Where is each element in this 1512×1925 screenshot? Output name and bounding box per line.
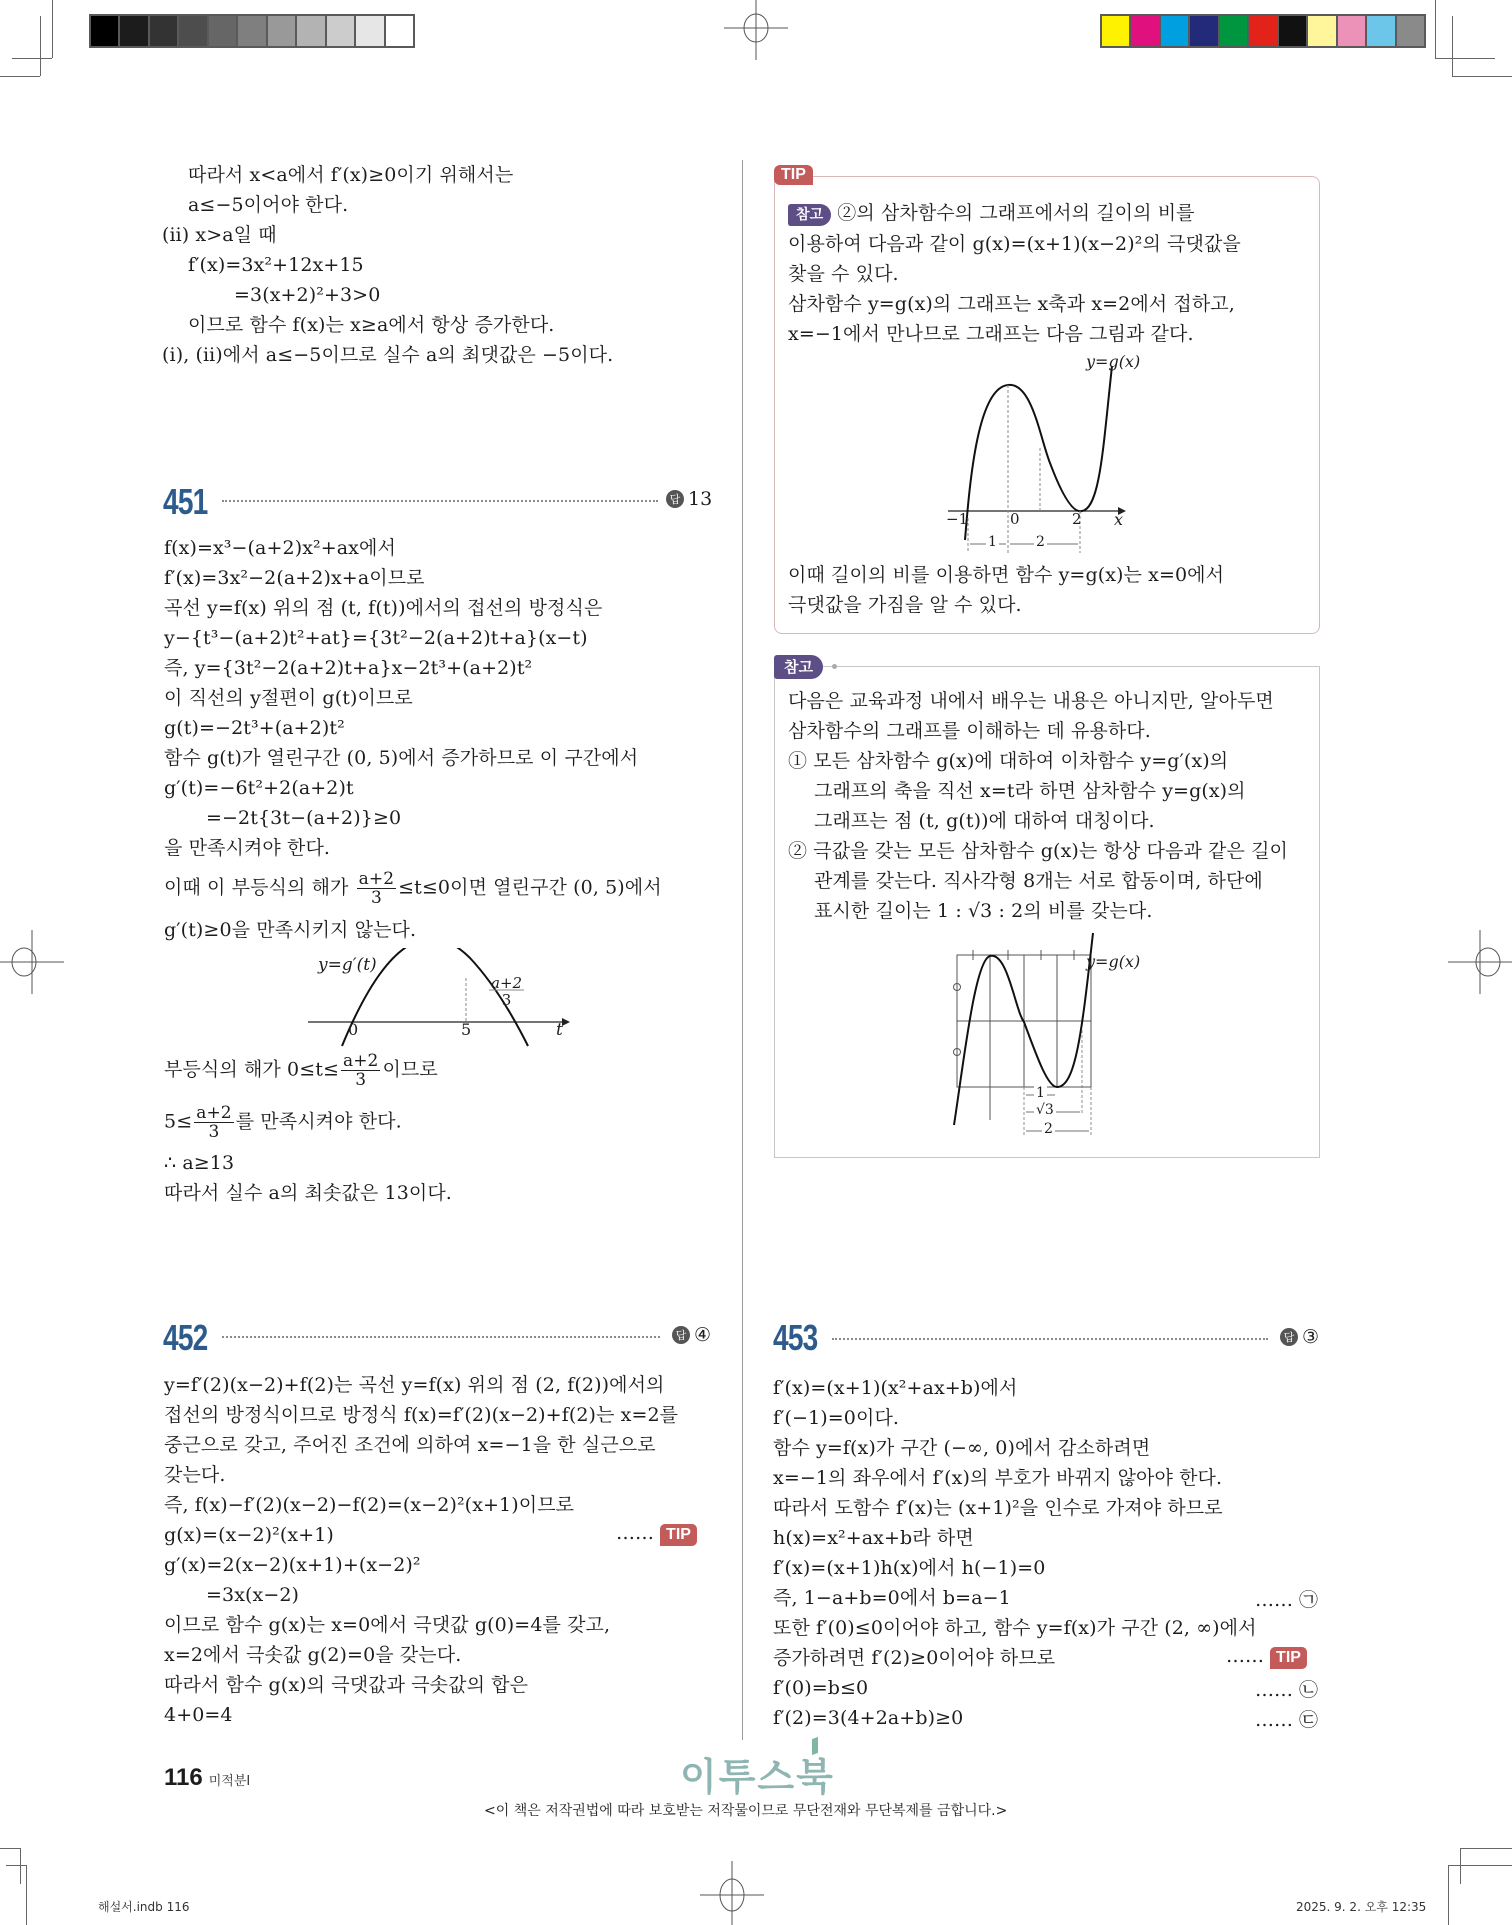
fraction (194, 1104, 234, 1141)
text-line: f′(−1)=0이다. (773, 1407, 900, 1429)
text-line: ∴ a≥13 (164, 1152, 235, 1174)
tip-tab: TIP (774, 165, 813, 185)
graph-curve-label: y=g(x) (1086, 352, 1141, 371)
text-segment: 이때 이 부등식의 해가 (164, 876, 355, 899)
text-line: 을 만족시켜야 한다. (164, 837, 331, 859)
text-line: 삼차함수 y=g(x)의 그래프는 x축과 x=2에서 접하고, (788, 293, 1235, 315)
equation-marker-2: …… ㉡ (1255, 1679, 1319, 1701)
reference-tag: 참고 (788, 204, 831, 226)
text-segment: 부등식의 해가 0≤t≤ (164, 1058, 339, 1081)
color-swatch (1308, 16, 1337, 46)
leader-dots: …… (616, 1522, 654, 1544)
text-line: 곡선 y=f(x) 위의 점 (t, f(t))에서의 접선의 방정식은 (164, 597, 603, 619)
text-line: 그래프의 축을 직선 x=t라 하면 삼차함수 y=g(x)의 (814, 780, 1246, 802)
text-line: 접선의 방정식이므로 방정식 f(x)=f′(2)(x−2)+f(2)는 x=2를 (164, 1404, 679, 1426)
text-line: 따라서 x<a에서 f′(x)≥0이기 위해서는 (188, 164, 514, 186)
graph-axis-label: t (556, 1020, 563, 1040)
reference-tab (774, 655, 829, 679)
text-line: 찾을 수 있다. (788, 263, 899, 285)
reference-tag: 참고 (774, 655, 823, 679)
text-line: 따라서 함수 g(x)의 극댓값과 극솟값의 합은 (164, 1674, 529, 1696)
text-line: g(x)=(x−2)²(x+1) (164, 1524, 334, 1546)
registration-mark-right (1448, 930, 1512, 994)
tip-reference-marker[interactable] (616, 1522, 697, 1546)
text-line: =−2t{3t−(a+2)}≥0 (206, 807, 402, 829)
color-swatch (120, 16, 149, 46)
text-line: 삼차함수의 그래프를 이해하는 데 유용하다. (788, 720, 1151, 742)
problem-number: 452 (163, 1317, 208, 1358)
text-line: 그래프는 점 (t, g(t))에 대하여 대칭이다. (814, 810, 1155, 832)
graph-curve-label: y=g′(t) (318, 955, 377, 975)
text-line: f′(x)=(x+1)(x²+ax+b)에서 (773, 1377, 1018, 1399)
text-line-fraction (164, 1052, 438, 1089)
color-swatch (91, 16, 120, 46)
text-segment: ≤t≤0이면 열린구간 (0, 5)에서 (398, 876, 662, 899)
text-segment: 5≤ (164, 1110, 193, 1133)
color-swatch (386, 16, 413, 46)
text-line: 따라서 도함수 f′(x)는 (x+1)²을 인수로 가져야 하므로 (773, 1497, 1223, 1519)
answer (666, 488, 712, 510)
color-swatch (297, 16, 326, 46)
text-segment: ②의 삼차함수의 그래프에서의 길이의 비를 (837, 202, 1195, 224)
answer-badge-icon: 답 (672, 1326, 690, 1344)
text-line: 즉, y={3t²−2(a+2)t+a}x−2t³+(a+2)t² (164, 657, 533, 679)
color-swatch (356, 16, 385, 46)
graph-span-1: 1 (1036, 1085, 1045, 1101)
leader-dots: …… (1226, 1645, 1264, 1667)
text-line: =3x(x−2) (206, 1584, 300, 1606)
slug-filename: 해설서.indb 116 (98, 1900, 190, 1914)
graph-span-1: 1 (988, 534, 997, 550)
fraction (357, 870, 397, 907)
text-line: (ⅱ) x>a일 때 (162, 224, 277, 246)
text-line: 증가하려면 f′(2)≥0이어야 하므로 (773, 1647, 1056, 1669)
answer-value: ④ (694, 1324, 712, 1346)
answer (1280, 1326, 1319, 1348)
fraction-numerator: a+2 (358, 869, 395, 889)
leader-dots (222, 500, 658, 502)
color-swatch (150, 16, 179, 46)
text-line: 중근으로 갖고, 주어진 조건에 의하여 x=−1을 한 실근으로 (164, 1434, 656, 1456)
color-swatch (1190, 16, 1219, 46)
fraction (341, 1052, 381, 1089)
color-swatch (209, 16, 238, 46)
fraction-denominator: 3 (370, 888, 382, 908)
tip-badge[interactable]: TIP (660, 1524, 697, 1546)
text-line: 관계를 갖는다. 직사각형 8개는 서로 합동이며, 하단에 (814, 870, 1263, 892)
graph-root-fraction (489, 975, 524, 1009)
text-segment: 이므로 (382, 1058, 438, 1081)
color-swatch (1279, 16, 1308, 46)
equation-marker-1: …… ㉠ (1255, 1589, 1319, 1611)
logo-book-icon (812, 1737, 818, 1755)
graph-axis-label: x (1114, 510, 1124, 529)
text-line: 다음은 교육과정 내에서 배우는 내용은 아니지만, 알아두면 (788, 690, 1274, 712)
text-line-fraction (164, 1104, 402, 1141)
text-line: g′(t)≥0을 만족시키지 않는다. (164, 919, 417, 941)
graph-tick-2: 2 (1072, 510, 1082, 528)
text-line: a≤−5이어야 한다. (188, 194, 349, 216)
text-line (788, 198, 1195, 228)
text-line: g′(x)=2(x−2)(x+1)+(x−2)² (164, 1554, 421, 1576)
graph-span-2: 2 (1036, 534, 1045, 550)
text-line: 갖는다. (164, 1464, 226, 1486)
column-divider (742, 160, 743, 1740)
problem-number: 451 (163, 481, 208, 522)
text-line: 함수 g(t)가 열린구간 (0, 5)에서 증가하므로 이 구간에서 (164, 747, 639, 769)
text-line: 또한 f′(0)≤0이어야 하고, 함수 y=f(x)가 구간 (2, ∞)에서 (773, 1617, 1257, 1639)
color-swatch (1131, 16, 1160, 46)
leader-dots (832, 1338, 1268, 1340)
text-line: f′(0)=b≤0 (773, 1677, 869, 1699)
text-segment: 를 만족시켜야 한다. (235, 1110, 402, 1133)
color-swatch (179, 16, 208, 46)
text-line: x=2에서 극솟값 g(2)=0을 갖는다. (164, 1644, 462, 1666)
graph-span-2: 2 (1044, 1121, 1053, 1137)
registration-mark-left (0, 930, 64, 994)
text-line: 즉, 1−a+b=0에서 b=a−1 (773, 1587, 1011, 1609)
fraction-numerator: a+2 (196, 1103, 232, 1123)
page-number: 116 (164, 1764, 203, 1791)
text-line: 함수 y=f(x)가 구간 (−∞, 0)에서 감소하려면 (773, 1437, 1151, 1459)
answer (672, 1324, 711, 1346)
fraction-denominator: 3 (355, 1070, 367, 1090)
text-line: (ⅰ), (ⅱ)에서 a≤−5이므로 실수 a의 최댓값은 −5이다. (162, 344, 614, 366)
answer-value: 13 (688, 488, 713, 510)
text-line: h(x)=x²+ax+b라 하면 (773, 1527, 974, 1549)
graph-curve-label: y=g(x) (1086, 952, 1141, 971)
cubic-grid-graph (930, 930, 1110, 1140)
color-swatch (1161, 16, 1190, 46)
answer-badge-icon: 답 (1280, 1328, 1298, 1346)
text-line: x=−1에서 만나므로 그래프는 다음 그림과 같다. (788, 323, 1194, 345)
registration-mark-top (724, 0, 788, 64)
fraction-denominator: 3 (501, 991, 512, 1009)
color-swatch (1249, 16, 1278, 46)
graph-tick-5: 5 (461, 1020, 472, 1039)
leader-dots (222, 1336, 660, 1338)
graph-tick-0: 0 (348, 1020, 359, 1039)
copyright-notice: <이 책은 저작권법에 따라 보호받는 저작물이므로 무단전재와 무단복제를 금합니다.> (484, 1803, 1008, 1819)
grayscale-swatch-bar (89, 14, 415, 48)
text-line: 4+0=4 (164, 1704, 233, 1726)
answer-badge-icon: 답 (666, 490, 684, 508)
slug-datetime: 2025. 9. 2. 오후 12:35 (1296, 1900, 1427, 1914)
text-line: g(t)=−2t³+(a+2)t² (164, 717, 345, 739)
equation-marker-3: …… ㉢ (1255, 1709, 1319, 1731)
color-swatch (1338, 16, 1367, 46)
text-line: ② 극값을 갖는 모든 삼차함수 g(x)는 항상 다음과 같은 길이 (788, 840, 1288, 862)
text-line: f′(2)=3(4+2a+b)≥0 (773, 1707, 964, 1729)
text-line: 이므로 함수 f(x)는 x≥a에서 항상 증가한다. (188, 314, 555, 336)
color-swatch (268, 16, 297, 46)
text-line: 따라서 실수 a의 최솟값은 13이다. (164, 1182, 452, 1204)
tab-dot (832, 664, 837, 669)
graph-tick-neg1: −1 (946, 510, 969, 528)
answer-value: ③ (1302, 1326, 1320, 1348)
text-line-fraction (164, 870, 662, 907)
color-swatch (327, 16, 356, 46)
color-swatch (238, 16, 267, 46)
text-line: f(x)=x³−(a+2)x²+ax에서 (164, 537, 396, 559)
text-line: =3(x+2)²+3>0 (234, 284, 381, 306)
graph-span-sqrt3: √3 (1036, 1102, 1054, 1118)
color-swatch (1367, 16, 1396, 46)
text-line: ① 모든 삼차함수 g(x)에 대하여 이차함수 y=g′(x)의 (788, 750, 1229, 772)
problem-number: 453 (773, 1317, 818, 1358)
text-line: 이때 길이의 비를 이용하면 함수 y=g(x)는 x=0에서 (788, 564, 1225, 586)
color-swatch-bar (1100, 14, 1426, 48)
color-swatch (1102, 16, 1131, 46)
tip-badge[interactable]: TIP (1270, 1647, 1307, 1669)
fraction-numerator: a+2 (342, 1051, 379, 1071)
text-line: y=f′(2)(x−2)+f(2)는 곡선 y=f(x) 위의 점 (2, f(2))에서의 (164, 1374, 665, 1396)
color-swatch (1397, 16, 1424, 46)
color-swatch (1220, 16, 1249, 46)
text-line: 즉, f(x)−f′(2)(x−2)−f(2)=(x−2)²(x+1)이므로 (164, 1494, 575, 1516)
fraction-denominator: 3 (208, 1122, 220, 1142)
text-line: 극댓값을 가짐을 알 수 있다. (788, 594, 1022, 616)
text-line: 이용하여 다음과 같이 g(x)=(x+1)(x−2)²의 극댓값을 (788, 233, 1241, 255)
text-line: y−{t³−(a+2)t²+at}={3t²−2(a+2)t+a}(x−t) (164, 627, 588, 649)
subject-label: 미적분Ⅰ (208, 1774, 251, 1789)
registration-mark-bottom (700, 1861, 764, 1925)
text-line: 이므로 함수 g(x)는 x=0에서 극댓값 g(0)=4를 갖고, (164, 1614, 611, 1636)
publisher-logo: 이투스북 (680, 1755, 835, 1799)
text-line: 이 직선의 y절편이 g(t)이므로 (164, 687, 413, 709)
page-footer (164, 1764, 250, 1792)
cubic-graph (930, 358, 1130, 558)
text-line: 표시한 길이는 1 : √3 : 2의 비를 갖는다. (814, 900, 1153, 922)
text-line: g′(t)=−6t²+2(a+2)t (164, 777, 354, 799)
text-line: f′(x)=3x²−2(a+2)x+a이므로 (164, 567, 425, 589)
text-line: f′(x)=3x²+12x+15 (188, 254, 364, 276)
fraction-numerator: a+2 (491, 974, 523, 992)
graph-tick-0: 0 (1010, 510, 1020, 528)
tip-reference-marker[interactable] (1226, 1645, 1307, 1669)
text-line: f′(x)=(x+1)h(x)에서 h(−1)=0 (773, 1557, 1046, 1579)
text-line: x=−1의 좌우에서 f′(x)의 부호가 바뀌지 않아야 한다. (773, 1467, 1223, 1489)
